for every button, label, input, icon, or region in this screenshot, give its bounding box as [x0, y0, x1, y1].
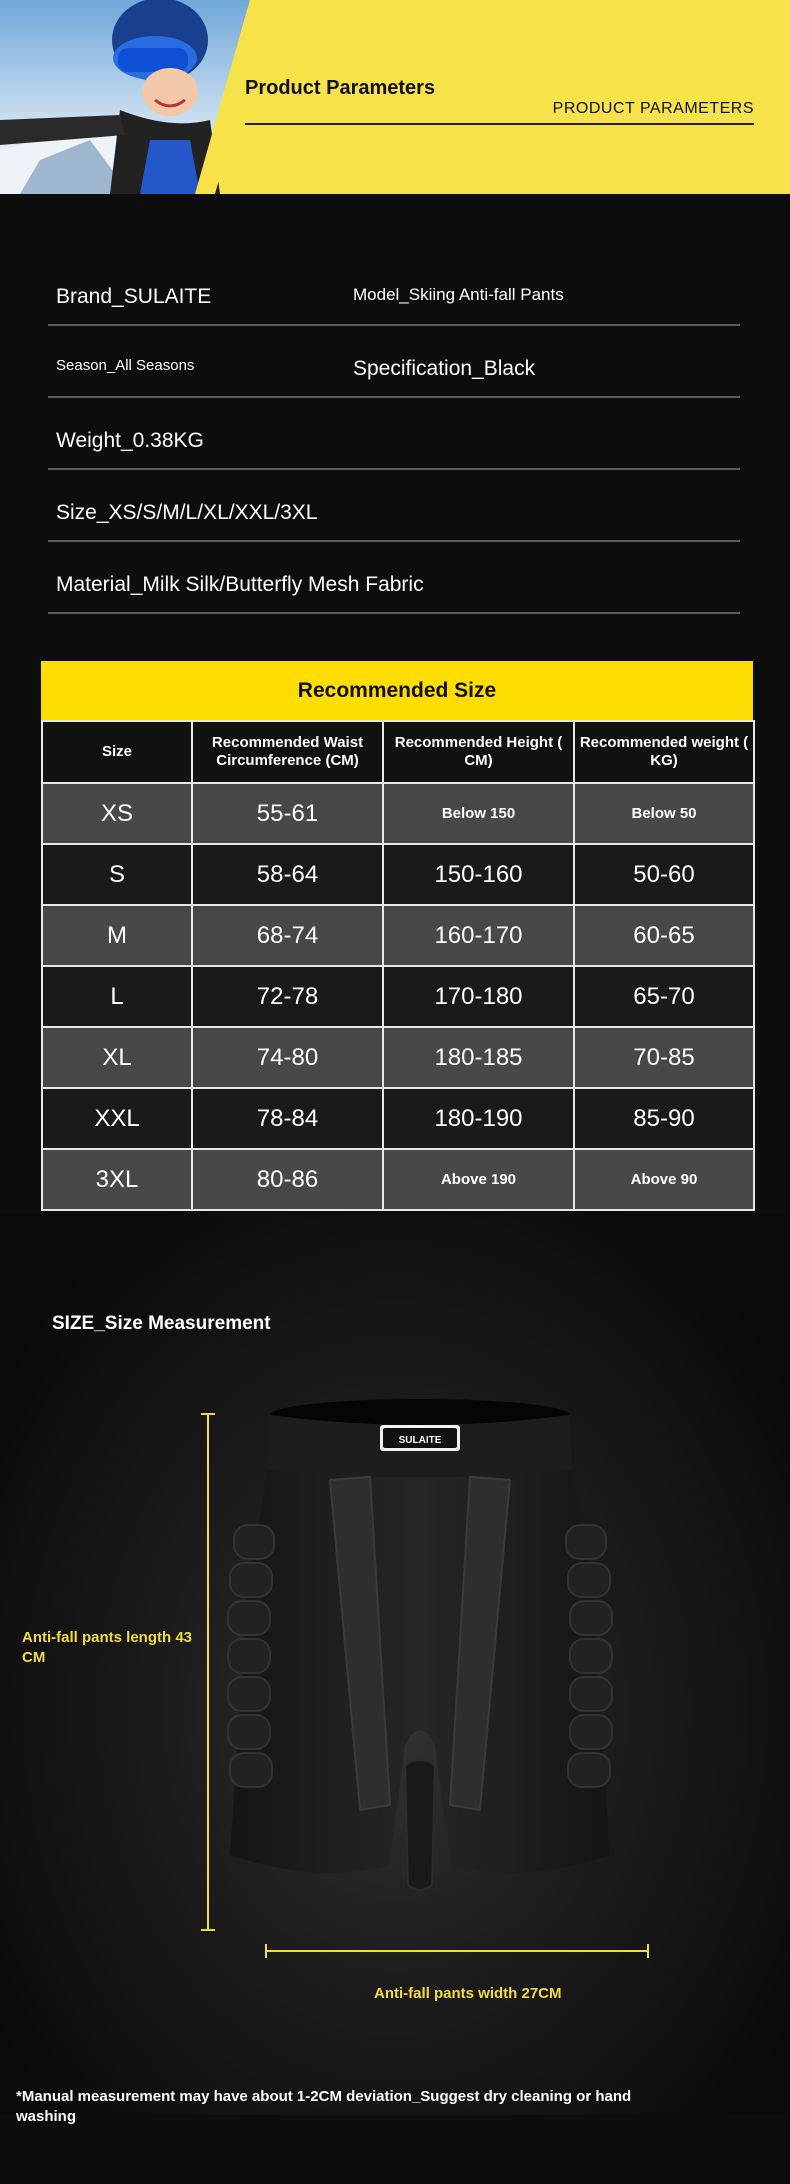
cell-height: 170-180: [383, 966, 574, 1027]
measurement-section: [0, 1215, 790, 2115]
cell-waist: 74-80: [192, 1027, 383, 1088]
cell-weight: 50-60: [574, 844, 754, 905]
cell-weight: 85-90: [574, 1088, 754, 1149]
cell-waist: 55-61: [192, 783, 383, 844]
cell-waist: 80-86: [192, 1149, 383, 1210]
cell-size: 3XL: [42, 1149, 192, 1210]
length-indicator: [200, 1413, 216, 1931]
cell-height: 150-160: [383, 844, 574, 905]
table-row: [42, 905, 754, 966]
cell-height: 180-185: [383, 1027, 574, 1088]
param-specification: Specification_Black: [353, 357, 536, 380]
cell-size: L: [42, 966, 192, 1027]
cell-size: M: [42, 905, 192, 966]
table-row: [42, 844, 754, 905]
param-brand: Brand_SULAITE: [56, 285, 212, 308]
table-row: [42, 1149, 754, 1210]
cell-height: 160-170: [383, 905, 574, 966]
banner-title: Product Parameters: [245, 77, 436, 99]
logo-tag-text: SULAITE: [398, 1435, 442, 1446]
shorts-product-image: [220, 1385, 620, 1925]
param-material: Material_Milk Silk/Butterfly Mesh Fabric: [56, 573, 424, 596]
table-header-row: [42, 721, 754, 783]
header-weight: Recommended weight ( KG): [574, 721, 754, 783]
size-table: [41, 661, 753, 1211]
parameter-list: [48, 254, 740, 614]
length-label: Anti-fall pants length 43 CM: [22, 1629, 193, 1666]
header-waist: Recommended Waist Circumference (CM): [192, 721, 383, 783]
cell-weight: 70-85: [574, 1027, 754, 1088]
size-table-title: Recommended Size: [41, 661, 753, 720]
cell-waist: 78-84: [192, 1088, 383, 1149]
header-height: Recommended Height ( CM): [383, 721, 574, 783]
cell-size: XXL: [42, 1088, 192, 1149]
cell-weight: 60-65: [574, 905, 754, 966]
table-row: [42, 783, 754, 844]
param-size: Size_XS/S/M/L/XL/XXL/3XL: [56, 501, 318, 524]
width-label: Anti-fall pants width 27CM: [374, 1985, 562, 2002]
measurement-title: SIZE_Size Measurement: [52, 1313, 271, 1334]
width-indicator: [265, 1943, 649, 1959]
header-size: Size: [42, 721, 192, 783]
cell-waist: 72-78: [192, 966, 383, 1027]
cell-height: Below 150: [383, 783, 574, 844]
banner-subtitle: PRODUCT PARAMETERS: [552, 100, 754, 117]
table-row: [42, 1027, 754, 1088]
cell-height: Above 190: [383, 1149, 574, 1210]
cell-weight: Above 90: [574, 1149, 754, 1210]
cell-waist: 58-64: [192, 844, 383, 905]
cell-size: S: [42, 844, 192, 905]
banner-divider: [245, 123, 754, 125]
header-banner: [0, 0, 790, 194]
param-row: [48, 542, 740, 614]
cell-waist: 68-74: [192, 905, 383, 966]
param-row: [48, 470, 740, 542]
table-row: [42, 1088, 754, 1149]
size-chart: [41, 720, 755, 1211]
table-row: [42, 966, 754, 1027]
param-row: [48, 326, 740, 398]
param-season: Season_All Seasons: [56, 357, 195, 374]
skier-photo: [0, 0, 260, 194]
param-row: [48, 398, 740, 470]
cell-weight: Below 50: [574, 783, 754, 844]
cell-size: XS: [42, 783, 192, 844]
cell-height: 180-190: [383, 1088, 574, 1149]
param-row: [48, 254, 740, 326]
param-model: Model_Skiing Anti-fall Pants: [353, 285, 564, 304]
care-note: *Manual measurement may have about 1-2CM deviation_Suggest dry cleaning or hand washing: [16, 2088, 632, 2125]
cell-weight: 65-70: [574, 966, 754, 1027]
param-weight: Weight_0.38KG: [56, 429, 204, 452]
cell-size: XL: [42, 1027, 192, 1088]
